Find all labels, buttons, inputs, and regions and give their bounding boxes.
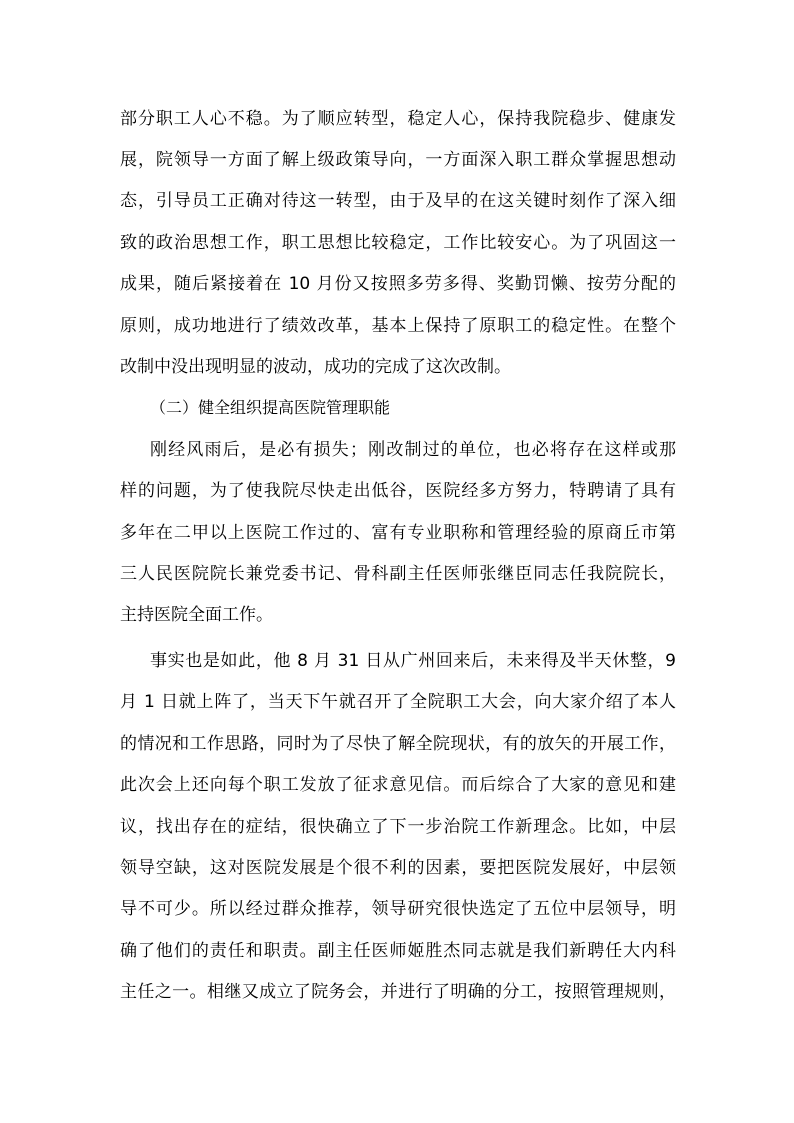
text-line: 致的政治思想工作，职工思想比较稳定，工作比较安心。为了巩固这一: [120, 233, 676, 253]
text-line: 多年在二甲以上医院工作过的、富有专业职称和管理经验的原商丘市第: [120, 523, 676, 543]
text-line: 样的问题，为了使我院尽快走出低谷，医院经多方努力，特聘请了具有: [120, 481, 676, 501]
text-line: 主持医院全面工作。: [120, 605, 273, 625]
text-line: 改制中没出现明显的波动，成功的完成了这次改制。: [120, 357, 511, 377]
text-line: 原则，成功地进行了绩效改革，基本上保持了原职工的稳定性。在整个: [120, 316, 676, 336]
text-line: 展，院领导一方面了解上级政策导向，一方面深入职工群众掌握思想动: [120, 150, 676, 170]
text-line: 的情况和工作思路，同时为了尽快了解全院现状，有的放矢的开展工作，: [120, 734, 676, 754]
text-line: 成果，随后紧接着在 10 月份又按照多劳多得、奖勤罚懒、按劳分配的: [120, 274, 676, 294]
text-line: 导不可少。所以经过群众推荐，领导研究很快选定了五位中层领导，明: [120, 899, 676, 919]
text-line: 月 1 日就上阵了，当天下午就召开了全院职工大会，向大家介绍了本人: [120, 692, 676, 712]
text-line: 此次会上还向每个职工发放了征求意见信。而后综合了大家的意见和建: [120, 775, 676, 795]
text-line: 部分职工人心不稳。为了顺应转型，稳定人心，保持我院稳步、健康发: [120, 109, 676, 129]
text-line: 事实也是如此，他 8 月 31 日从广州回来后，未来得及半天休整，9: [150, 651, 676, 671]
text-line: 三人民医院院长兼党委书记、骨科副主任医师张继臣同志任我院院长，: [120, 564, 676, 584]
text-line: 确了他们的责任和职责。副主任医师姬胜杰同志就是我们新聘任大内科: [120, 941, 676, 961]
section-heading: （二）健全组织提高医院管理职能: [150, 398, 391, 417]
text-line: 态，引导员工正确对待这一转型，由于及早的在这关键时刻作了深入细: [120, 191, 676, 211]
text-line: 议，找出存在的症结，很快确立了下一步治院工作新理念。比如，中层: [120, 817, 676, 837]
text-line: 主任之一。相继又成立了院务会，并进行了明确的分工，按照管理规则，: [120, 982, 676, 1002]
text-line: 领导空缺，这对医院发展是个很不利的因素，要把医院发展好，中层领: [120, 858, 676, 878]
text-line: 刚经风雨后，是必有损失；刚改制过的单位，也必将存在这样或那: [150, 440, 676, 460]
